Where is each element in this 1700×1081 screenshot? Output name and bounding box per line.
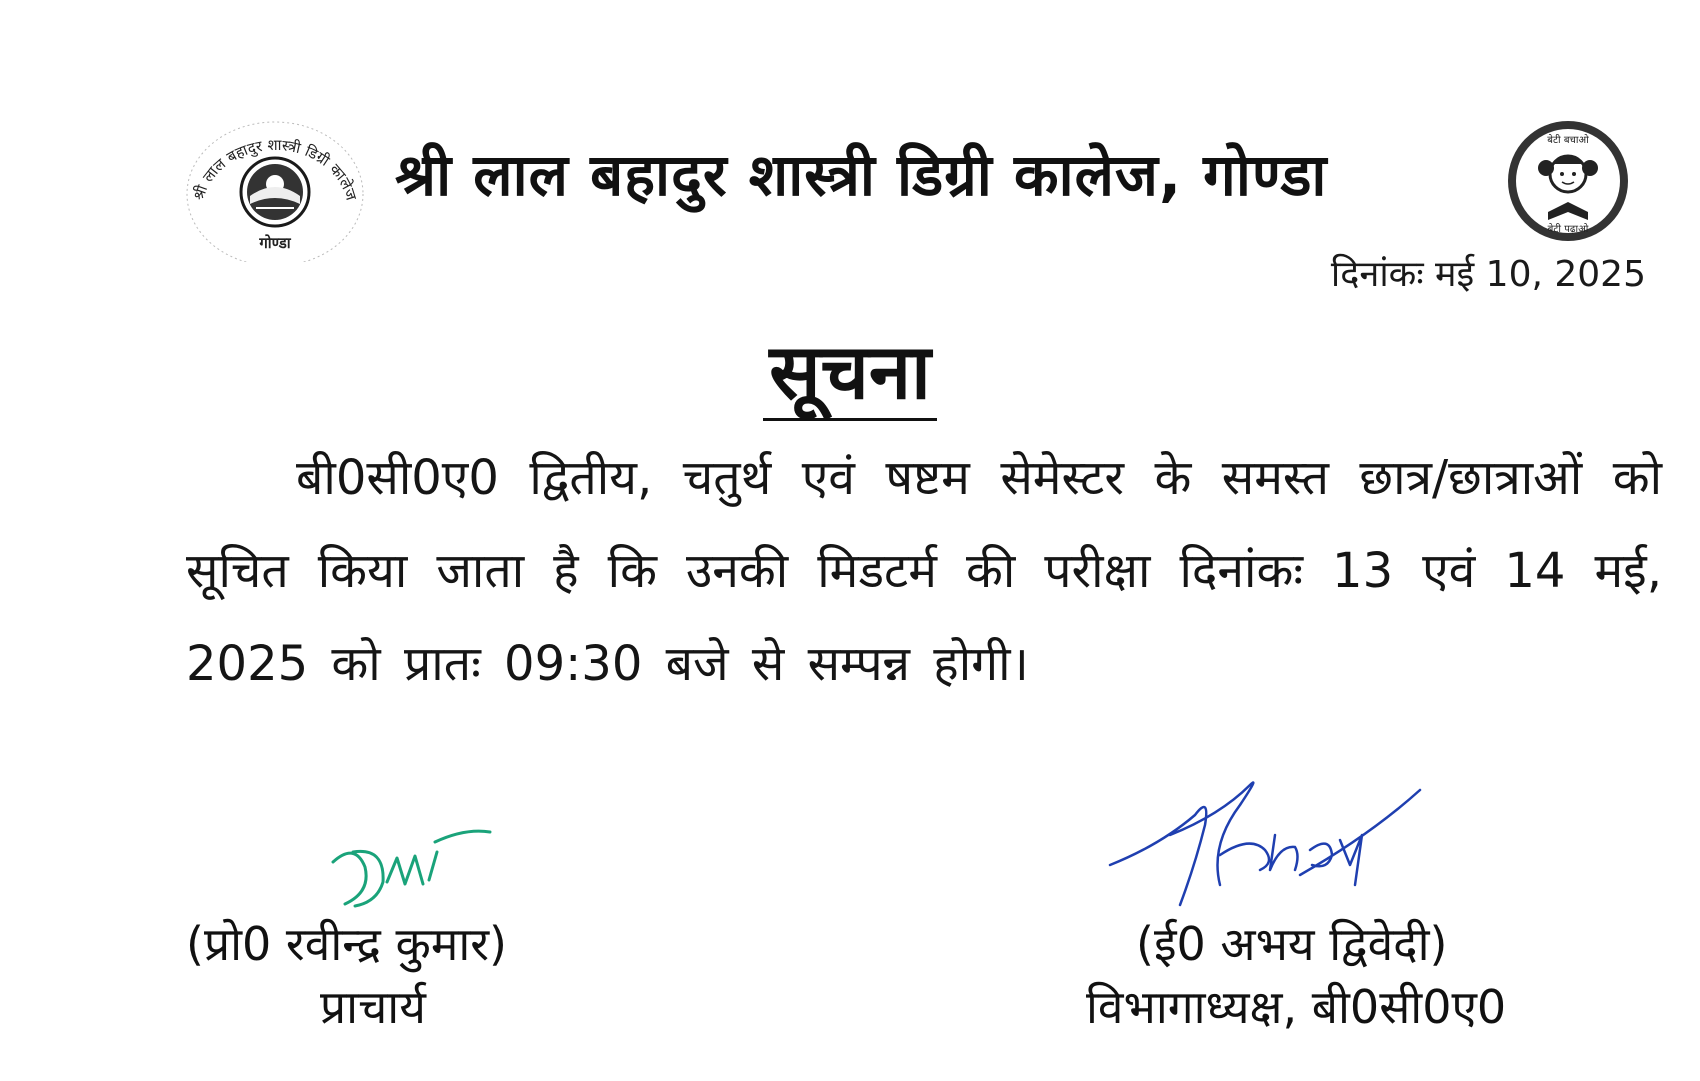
- college-seal-icon: [178, 112, 372, 262]
- notice-body: बी0सी0ए0 द्वितीय, चतुर्थ एवं षष्टम सेमेस्टर के समस्त छात्र/छात्राओं को सूचित किया जाता है कि उनकी मिडटर्म की परीक्षा दिनांकः 13 एवं 14 मई, 2025 को प्रातः 09:30 बजे से सम्पन्न होगी।: [186, 450, 1662, 692]
- principal-name: (प्रो0 रवीन्द्र कुमार): [186, 917, 507, 971]
- hod-signature: [1100, 775, 1430, 915]
- notice-date: दिनांकः मई 10, 2025: [1330, 254, 1646, 295]
- hod-name: (ई0 अभय द्विवेदी): [1136, 917, 1448, 971]
- svg-text:बेटी बचाओ: बेटी बचाओ: [1547, 135, 1589, 146]
- svg-text:श्री लाल बहादुर शास्त्री डिग्र: श्री लाल बहादुर शास्त्री डिग्री कालेज: [189, 135, 361, 203]
- beti-bachao-logo-icon: [1488, 116, 1648, 246]
- college-name: श्री लाल बहादुर शास्त्री डिग्री कालेज, गोण्डा: [395, 141, 1328, 209]
- principal-designation: प्राचार्य: [320, 980, 426, 1034]
- principal-signature: [325, 822, 505, 912]
- notice-title: सूचना: [763, 327, 937, 421]
- notice-title-wrap: [0, 318, 1700, 421]
- hod-designation: विभागाध्यक्ष, बी0सी0ए0: [1086, 980, 1507, 1034]
- svg-text:गोण्डा: गोण्डा: [259, 234, 291, 252]
- svg-text:बेटी पढ़ाओ: बेटी पढ़ाओ: [1547, 224, 1589, 235]
